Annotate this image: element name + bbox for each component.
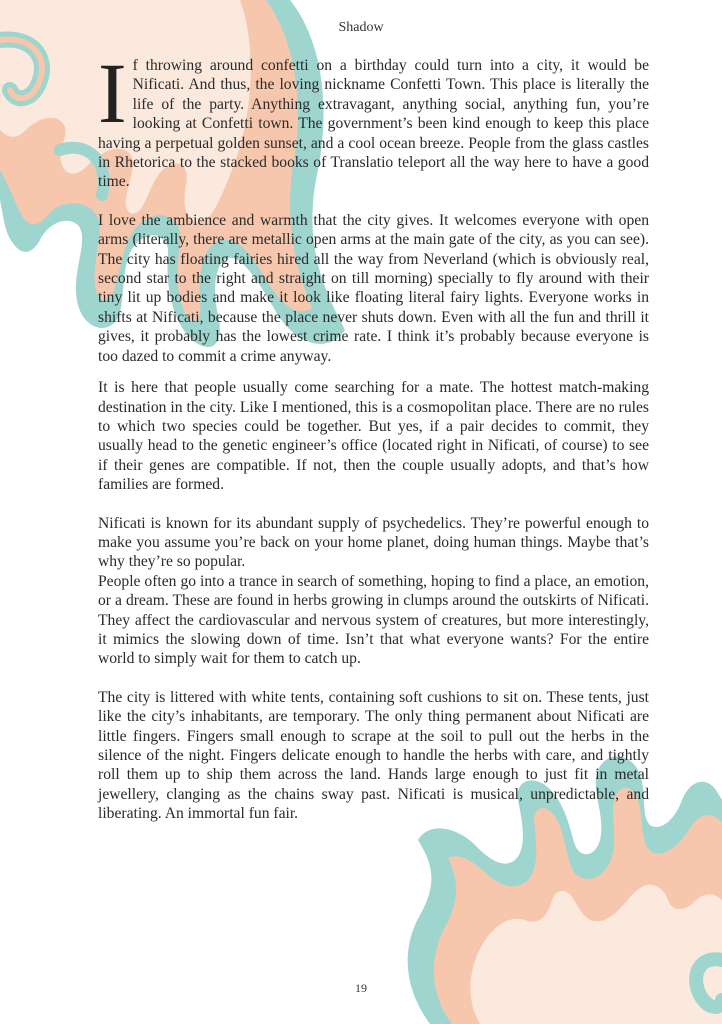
page-body [98,45,649,824]
paragraph-4: Nificati is known for its abundant supply of psychedelics. They’re powerful enough to make you assume you’re back on your home planet, doing human things. Maybe that’s why they’re so popular. [98,514,649,571]
paragraph-5: People often go into a trance in search of something, hoping to find a place, an emotion, or a dream. These are found in herbs growing in clumps around the outskirts of Nificati. They affect the cardiovascular and nervous system of creatures, but more interestingly, it mimics the slowing down of time. Isn’t that what everyone wants? For the entire world to simply wait for them to catch up. [98,572,649,668]
paragraph-1 [98,45,649,192]
dropcap-letter: I [98,45,127,141]
paragraph-2: I love the ambience and warmth that the city gives. It welcomes everyone with open arms (literally, there are metallic open arms at the main gate of the city, as you can see). The city has floating fairies hired all the way from Neverland (which is obviously real, second star to the right and straight on till morning) specially to fly around with their tiny lit up bodies and make it look like floating literal fairy lights. Everyone works in shifts at Nificati, because the place never shuts down. Even with all the fun and thrill it gives, it probably has the lowest crime rate. I think it’s probably because everyone is too dazed to commit a crime anyway. [98,211,649,365]
running-header-title: Shadow [338,20,384,35]
paragraph-1-text: f throwing around confetti on a birthday could turn into a city, it would be Nificati. And thus, the loving nickname Confetti Town. This place is literally the life of the party. Anything extravagant, anything social, anything fun, you’re looking at Confetti town. The government’s been kind enough to keep this place having a perpetual golden sunset, and a cool ocean breeze. People from the glass castles in Rhetorica to the stacked books of Translatio teleport all the way here to have a good time. [98,57,649,191]
paragraph-6: The city is littered with white tents, containing soft cushions to sit on. These tents, just like the city’s inhabitants, are temporary. The only thing permanent about Nificati are little fingers. Fingers small enough to scrape at the soil to pull out the herbs in the silence of the night. Fingers delicate enough to handle the herbs with care, and tightly roll them up to ship them across the land. Hands large enough to just fit in metal jewellery, clanging as the chains sway past. Nificati is musical, unpredictable, and liberating. An immortal fun fair. [98,688,649,823]
page-number: 19 [355,981,367,995]
paragraph-3: It is here that people usually come searching for a mate. The hottest match-making destination in the city. Like I mentioned, this is a cosmopolitan place. There are no rules to which two species could be together. But yes, if a pair decides to commit, they usually head to the genetic engineer’s office (located right in Nificati, of course) to see if their genes are compatible. If not, then the couple usually adopts, and that’s how families are formed. [98,379,649,494]
